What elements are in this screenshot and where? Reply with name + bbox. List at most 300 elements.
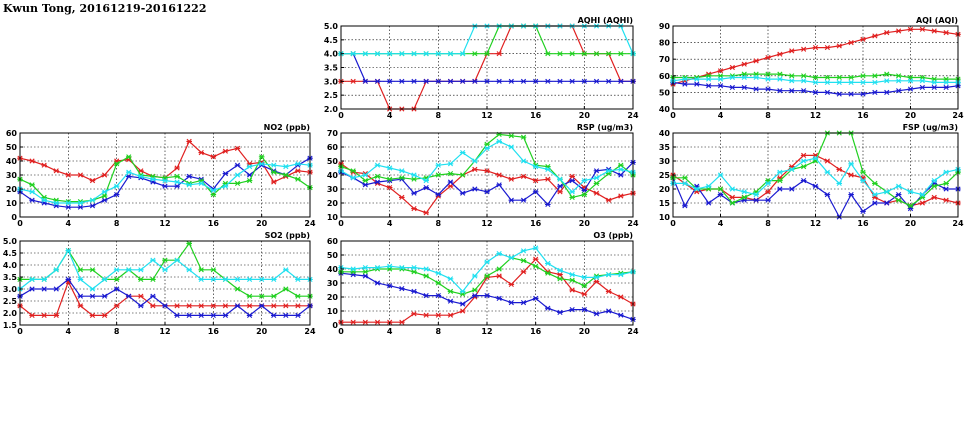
x-tick-label: 0 [338, 219, 344, 228]
data-point [472, 187, 478, 191]
data-point [931, 80, 937, 84]
data-point [848, 192, 854, 196]
data-point [920, 85, 926, 89]
data-point [569, 190, 575, 194]
y-tick-label: 20 [326, 293, 338, 302]
data-point [90, 204, 96, 208]
data-point [884, 79, 890, 83]
data-point [557, 190, 563, 194]
x-tick-label: 8 [765, 111, 771, 120]
data-point [860, 74, 866, 78]
data-point [813, 45, 819, 49]
data-point [423, 79, 429, 83]
x-tick-label: 12 [481, 327, 493, 336]
data-point [53, 169, 59, 173]
data-point [484, 260, 490, 264]
data-point [41, 313, 47, 317]
x-tick-label: 4 [386, 111, 393, 120]
data-point [29, 313, 35, 317]
data-point [801, 79, 807, 83]
data-point [801, 178, 807, 182]
data-point [448, 51, 454, 55]
series-line-green [673, 74, 958, 79]
data-point [594, 312, 600, 316]
data-point [777, 170, 783, 174]
chart-title: NO2 (ppb) [263, 123, 310, 132]
data-point [496, 267, 502, 271]
data-point [90, 287, 96, 291]
data-point [363, 79, 369, 83]
data-point [765, 198, 771, 202]
x-tick-label: 4 [386, 219, 393, 228]
data-point [460, 289, 466, 293]
data-point [484, 146, 490, 150]
data-point [741, 62, 747, 66]
data-point [29, 287, 35, 291]
data-point [569, 178, 575, 182]
data-point [102, 198, 108, 202]
data-point [138, 294, 144, 298]
data-point [706, 184, 712, 188]
data-point [920, 27, 926, 31]
data-point [174, 313, 180, 317]
data-point [41, 277, 47, 281]
data-point [872, 181, 878, 185]
data-point [198, 150, 204, 154]
data-point [235, 287, 241, 291]
data-point [247, 277, 253, 281]
data-point [235, 304, 241, 308]
data-point [53, 201, 59, 205]
x-tick-label: 24 [304, 219, 316, 228]
x-tick-label: 20 [578, 111, 590, 120]
chart-o3 [327, 231, 639, 336]
data-point [448, 299, 454, 303]
data-point [545, 261, 551, 265]
data-point [741, 195, 747, 199]
data-point [872, 34, 878, 38]
y-tick-label: 90 [658, 22, 670, 31]
data-point [375, 163, 381, 167]
data-point [138, 277, 144, 281]
y-tick-label: 10 [326, 213, 338, 222]
data-point [545, 167, 551, 171]
data-point [694, 82, 700, 86]
data-point [411, 265, 417, 269]
data-point [496, 79, 502, 83]
x-tick-label: 24 [952, 111, 964, 120]
data-point [509, 198, 515, 202]
data-point [533, 264, 539, 268]
x-tick-label: 20 [904, 219, 917, 228]
data-point [78, 277, 84, 281]
y-tick-label: 2.0 [2, 309, 17, 318]
data-point [606, 51, 612, 55]
x-tick-label: 20 [256, 219, 268, 228]
data-point [606, 272, 612, 276]
data-point [399, 320, 405, 324]
data-point [363, 178, 369, 182]
data-point [387, 166, 393, 170]
data-point [436, 281, 442, 285]
y-tick-label: 2.5 [2, 297, 17, 306]
data-point [884, 190, 890, 194]
data-point [920, 201, 926, 205]
data-point [29, 277, 35, 281]
y-tick-label: 10 [5, 199, 17, 208]
y-tick-label: 10 [658, 213, 670, 222]
data-point [836, 92, 842, 96]
data-point [730, 201, 736, 205]
y-tick-label: 3.0 [323, 77, 338, 87]
x-tick-label: 0 [17, 219, 23, 228]
data-point [448, 162, 454, 166]
data-point [448, 313, 454, 317]
data-point [777, 72, 783, 76]
data-point [594, 51, 600, 55]
data-point [521, 258, 527, 262]
data-point [114, 268, 120, 272]
data-point [186, 304, 192, 308]
x-tick-label: 0 [670, 219, 676, 228]
data-point [472, 288, 478, 292]
x-tick-label: 16 [207, 219, 219, 228]
data-point [618, 313, 624, 317]
x-tick-label: 16 [530, 327, 542, 336]
chart-aqhi [324, 16, 639, 120]
data-point [411, 312, 417, 316]
data-point [186, 268, 192, 272]
data-point [569, 288, 575, 292]
data-point [741, 190, 747, 194]
data-point [247, 178, 253, 182]
data-point [460, 51, 466, 55]
data-point [350, 79, 356, 83]
page-title: Kwun Tong, 20161219-20161222 [3, 2, 207, 15]
y-tick-label: 30 [658, 157, 670, 166]
data-point [718, 173, 724, 177]
data-point [801, 47, 807, 51]
data-point [730, 85, 736, 89]
data-point [682, 181, 688, 185]
x-tick-label: 12 [159, 219, 171, 228]
data-point [198, 304, 204, 308]
data-point [730, 195, 736, 199]
data-point [594, 79, 600, 83]
data-point [472, 51, 478, 55]
data-point [411, 206, 417, 210]
data-point [521, 135, 527, 139]
data-point [730, 65, 736, 69]
data-point [162, 184, 168, 188]
y-tick-label: 2.0 [323, 105, 338, 114]
data-point [387, 264, 393, 268]
data-point [235, 277, 241, 281]
chart-title: RSP (ug/m3) [576, 123, 633, 132]
chart-no2 [6, 123, 316, 228]
data-point [606, 289, 612, 293]
x-tick-label: 0 [17, 327, 23, 336]
data-point [411, 191, 417, 195]
data-point [896, 192, 902, 196]
data-point [836, 44, 842, 48]
data-point [90, 294, 96, 298]
data-point [521, 249, 527, 253]
chart-title: O3 (ppb) [593, 231, 633, 240]
data-point [872, 90, 878, 94]
x-tick-label: 20 [904, 111, 917, 120]
data-point [138, 304, 144, 308]
data-point [90, 198, 96, 202]
data-point [223, 184, 229, 188]
data-point [174, 174, 180, 178]
data-point [29, 190, 35, 194]
data-point [223, 277, 229, 281]
data-point [283, 313, 289, 317]
x-tick-label: 24 [627, 111, 639, 120]
chart-rsp [327, 123, 639, 228]
data-point [896, 74, 902, 78]
data-point [509, 300, 515, 304]
data-point [509, 282, 515, 286]
data-point [102, 277, 108, 281]
x-tick-label: 20 [578, 219, 590, 228]
data-point [211, 313, 217, 317]
data-point [460, 191, 466, 195]
data-point [618, 295, 624, 299]
y-tick-label: 0 [11, 213, 17, 222]
data-point [848, 75, 854, 79]
data-point [496, 274, 502, 278]
data-point [363, 265, 369, 269]
y-tick-label: 4.5 [323, 35, 338, 45]
data-point [78, 294, 84, 298]
data-point [29, 159, 35, 163]
data-point [606, 309, 612, 313]
data-point [848, 40, 854, 44]
data-point [943, 30, 949, 34]
data-point [78, 304, 84, 308]
data-point [860, 80, 866, 84]
data-point [872, 192, 878, 196]
data-point [931, 29, 937, 33]
data-point [931, 184, 937, 188]
data-point [533, 257, 539, 261]
data-point [569, 272, 575, 276]
data-point [582, 275, 588, 279]
data-point [41, 287, 47, 291]
data-point [423, 267, 429, 271]
data-point [460, 79, 466, 83]
data-point [90, 178, 96, 182]
data-point [295, 277, 301, 281]
data-point [126, 170, 132, 174]
y-tick-label: 3.5 [2, 273, 17, 282]
data-point [618, 173, 624, 177]
data-point [186, 313, 192, 317]
x-tick-label: 0 [338, 111, 344, 120]
y-tick-label: 60 [658, 71, 670, 81]
data-point [411, 177, 417, 181]
data-point [484, 142, 490, 146]
y-tick-label: 20 [5, 185, 17, 194]
data-point [825, 159, 831, 163]
data-point [126, 268, 132, 272]
data-point [618, 79, 624, 83]
x-tick-label: 20 [256, 327, 268, 336]
data-point [694, 187, 700, 191]
data-point [718, 187, 724, 191]
data-point [472, 159, 478, 163]
data-point [472, 274, 478, 278]
data-point [363, 320, 369, 324]
data-point [836, 181, 842, 185]
data-point [29, 183, 35, 187]
data-point [825, 80, 831, 84]
data-point [150, 277, 156, 281]
data-point [174, 258, 180, 262]
data-point [730, 187, 736, 191]
data-point [423, 274, 429, 278]
data-point [66, 173, 72, 177]
x-tick-label: 4 [717, 111, 724, 120]
y-tick-label: 80 [658, 38, 670, 48]
data-point [848, 173, 854, 177]
y-tick-label: 15 [658, 199, 670, 208]
data-point [569, 195, 575, 199]
data-point [557, 177, 563, 181]
data-point [557, 272, 563, 276]
x-tick-label: 16 [857, 219, 869, 228]
data-point [423, 313, 429, 317]
data-point [896, 29, 902, 33]
data-point [174, 180, 180, 184]
data-point [174, 184, 180, 188]
chart-title: AQHI (AQHI) [577, 16, 633, 25]
data-point [350, 176, 356, 180]
data-point [860, 209, 866, 213]
data-point [896, 79, 902, 83]
x-tick-label: 16 [530, 111, 542, 120]
x-tick-label: 16 [530, 219, 542, 228]
data-point [78, 173, 84, 177]
data-point [884, 90, 890, 94]
data-point [618, 163, 624, 167]
data-point [682, 176, 688, 180]
data-point [884, 201, 890, 205]
y-tick-label: 1.5 [2, 321, 17, 330]
data-point [908, 87, 914, 91]
chart-title: AQI (AQI) [915, 16, 958, 25]
data-point [545, 79, 551, 83]
data-point [943, 170, 949, 174]
data-point [78, 205, 84, 209]
data-point [53, 287, 59, 291]
data-point [521, 270, 527, 274]
data-point [150, 304, 156, 308]
data-point [423, 178, 429, 182]
x-tick-label: 12 [481, 111, 493, 120]
data-point [41, 163, 47, 167]
data-point [363, 270, 369, 274]
data-point [569, 79, 575, 83]
y-tick-label: 20 [658, 185, 670, 194]
y-tick-label: 60 [326, 237, 338, 246]
data-point [533, 246, 539, 250]
data-point [789, 74, 795, 78]
data-point [765, 181, 771, 185]
data-point [41, 198, 47, 202]
data-point [521, 159, 527, 163]
data-point [496, 51, 502, 55]
data-point [375, 79, 381, 83]
data-point [943, 181, 949, 185]
data-point [594, 181, 600, 185]
data-point [825, 90, 831, 94]
x-tick-label: 4 [65, 327, 72, 336]
data-point [271, 304, 277, 308]
x-tick-label: 24 [952, 219, 964, 228]
data-point [618, 167, 624, 171]
chart-so2 [3, 231, 316, 336]
data-point [920, 79, 926, 83]
data-point [235, 173, 241, 177]
x-tick-label: 12 [809, 219, 822, 228]
data-point [836, 75, 842, 79]
y-tick-label: 70 [326, 129, 338, 138]
data-point [411, 51, 417, 55]
data-point [618, 51, 624, 55]
data-point [350, 51, 356, 55]
data-point [521, 79, 527, 83]
data-point [211, 268, 217, 272]
data-point [375, 281, 381, 285]
chart-aqi [659, 16, 964, 120]
data-point [569, 51, 575, 55]
data-point [753, 192, 759, 196]
x-tick-label: 8 [435, 111, 442, 120]
y-tick-label: 0 [332, 321, 338, 330]
data-point [801, 74, 807, 78]
data-point [521, 198, 527, 202]
data-point [706, 77, 712, 81]
data-point [295, 313, 301, 317]
y-tick-label: 25 [658, 171, 670, 180]
data-point [545, 51, 551, 55]
data-point [90, 313, 96, 317]
data-point [448, 289, 454, 293]
x-tick-label: 8 [113, 327, 120, 336]
data-point [102, 294, 108, 298]
data-point [174, 304, 180, 308]
data-point [198, 313, 204, 317]
data-point [411, 173, 417, 177]
data-point [66, 205, 72, 209]
data-point [509, 177, 515, 181]
data-point [399, 169, 405, 173]
data-point [557, 51, 563, 55]
y-tick-label: 40 [5, 157, 17, 166]
data-point [943, 85, 949, 89]
data-point [545, 306, 551, 310]
data-point [295, 169, 301, 173]
data-point [872, 80, 878, 84]
y-tick-label: 50 [5, 143, 17, 152]
data-point [872, 74, 878, 78]
data-point [460, 173, 466, 177]
data-point [399, 286, 405, 290]
data-point [460, 309, 466, 313]
